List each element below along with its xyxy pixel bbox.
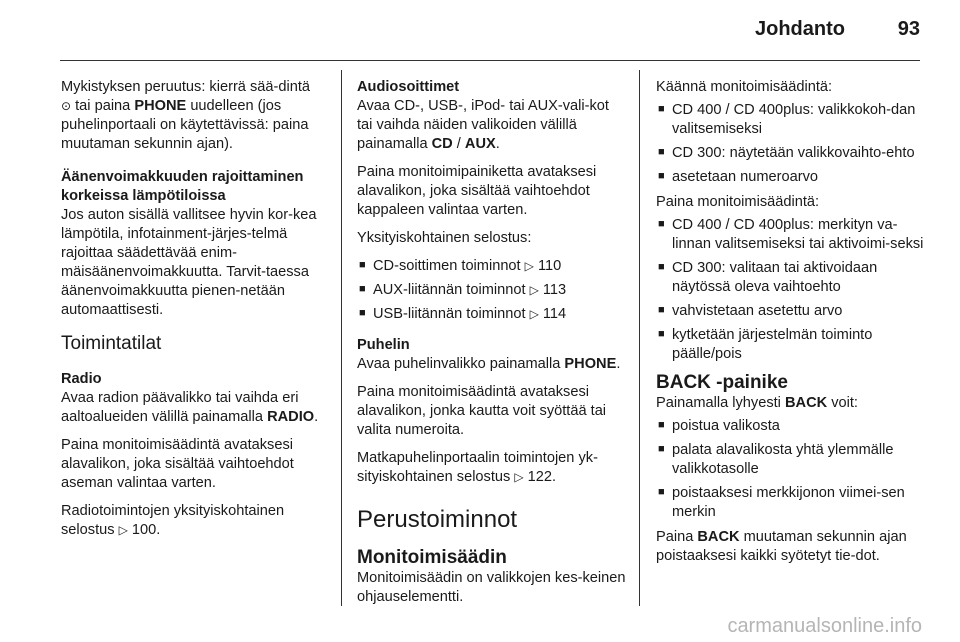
- page-reference-icon: ▷: [524, 259, 534, 273]
- radio-paragraph-3: Radiotoimintojen yksityiskohtainen selostus ▷ 100.: [61, 503, 285, 538]
- phone-paragraph-2: Paina monitoimisäädintä avataksesi alavalikon, jonka kautta voit syöttää tai valita numeroita.: [357, 384, 607, 438]
- volume-limit-paragraph: Jos auton sisällä vallitsee hyvin kor-kea lämpötila, infotainment-järjes-telmä rajoittaa säädettävää enim-mäisäänenvoimakkuutta. Tarvit-taessa äänenvoimakkuutta pienen-netään automaattisesti.: [61, 207, 317, 318]
- list-item: ■ USB-liitännän toiminnot ▷ 114: [357, 305, 627, 324]
- list-item: ■ vahvistetaan asetettu arvo: [656, 302, 926, 321]
- back-paragraph-1: Painamalla lyhyesti BACK voit:: [656, 395, 858, 411]
- column-1: [61, 78, 323, 549]
- audio-paragraph-2: Paina monitoimipainiketta avataksesi alavalikon, joka sisältää vaihtoehdot kappaleen valintaa varten.: [357, 164, 597, 218]
- cd-button-label: CD: [431, 136, 453, 152]
- phone-button-label: PHONE: [564, 356, 617, 372]
- phone-paragraph-1: Avaa puhelinvalikko painamalla PHONE.: [357, 356, 621, 372]
- list-item: ■ CD 300: näytetään valikkovaihto-ehto: [656, 144, 926, 163]
- list-item: ■ poistaaksesi merkkijonon viimei-sen merkin: [656, 484, 926, 522]
- list-item: ■ CD 300: valitaan tai aktivoidaan näytössä oleva vaihtoehto: [656, 259, 926, 297]
- page-reference-icon: ▷: [118, 523, 128, 537]
- heading-multifunction-knob: Monitoimisäädin: [357, 547, 507, 568]
- heading-back-button: BACK -painike: [656, 372, 788, 393]
- heading-phone: Puhelin: [357, 337, 410, 353]
- audio-paragraph-3: Yksityiskohtainen selostus:: [357, 230, 532, 246]
- page-number: 93: [897, 18, 920, 40]
- knob-icon: ⊙: [61, 99, 72, 113]
- list-item: ■ CD 400 / CD 400plus: valikkokoh-dan valitsemiseksi: [656, 101, 926, 139]
- page-header: [0, 0, 960, 60]
- chapter-title: Johdanto: [755, 18, 845, 40]
- list-item: ■ asetetaan numeroarvo: [656, 168, 926, 187]
- back-button-label: BACK: [784, 395, 828, 411]
- audio-reference-list: [357, 257, 627, 324]
- press-knob-list: [656, 216, 926, 364]
- heading-basic-functions: Perustoiminnot: [357, 506, 518, 533]
- turn-knob-paragraph: Käännä monitoimisäädintä:: [656, 79, 833, 95]
- header-divider: [60, 60, 920, 61]
- audio-paragraph-1: Avaa CD-, USB-, iPod- tai AUX-vali-kot tai vaihda näiden valikoiden välillä painamalla CD / AUX.: [357, 98, 609, 152]
- column-2: [357, 78, 627, 616]
- heading-volume-limit: Äänenvoimakkuuden rajoittaminen korkeissa lämpötiloissa: [61, 169, 304, 204]
- list-item: ■ kytketään järjestelmän toiminto päälle/pois: [656, 326, 926, 364]
- radio-paragraph-1: Avaa radion päävalikko tai vaihda eri aaltoalueiden välillä painamalla RADIO.: [61, 390, 319, 425]
- list-item: ■ CD-soittimen toiminnot ▷ 110: [357, 257, 627, 276]
- press-knob-paragraph: Paina monitoimisäädintä:: [656, 194, 820, 210]
- column-divider-1: [341, 70, 342, 606]
- mute-cancel-paragraph: Mykistyksen peruutus: kierrä sää-dintä ⊙ tai paina PHONE uudelleen (jos puhelinportaali on käytettävissä: paina muutaman sekunnin ajan).: [61, 79, 311, 152]
- heading-audio-players: Audiosoittimet: [357, 79, 460, 95]
- back-list: [656, 417, 926, 522]
- phone-button-label: PHONE: [134, 98, 187, 114]
- page-reference-icon: ▷: [529, 307, 539, 321]
- list-item: ■ CD 400 / CD 400plus: merkityn va-linnan valitsemiseksi tai aktivoimi-seksi: [656, 216, 926, 254]
- column-3: [656, 78, 926, 575]
- list-item: ■ AUX-liitännän toiminnot ▷ 113: [357, 281, 627, 300]
- page-reference-icon: ▷: [529, 283, 539, 297]
- watermark: carmanualsonline.info: [727, 615, 922, 637]
- list-item: ■ poistua valikosta: [656, 417, 926, 436]
- phone-paragraph-3: Matkapuhelinportaalin toimintojen yk-sityiskohtainen selostus ▷ 122.: [357, 450, 598, 485]
- back-button-label: BACK: [697, 529, 740, 545]
- list-item: ■ palata alavalikosta yhtä ylemmälle valikkotasolle: [656, 441, 926, 479]
- radio-button-label: RADIO: [267, 409, 315, 425]
- turn-knob-list: [656, 101, 926, 187]
- radio-paragraph-2: Paina monitoimisäädintä avataksesi alavalikon, joka sisältää vaihtoehdot aseman valintaa varten.: [61, 437, 294, 491]
- heading-operating-modes: Toimintatilat: [61, 333, 162, 354]
- heading-radio: Radio: [61, 371, 102, 387]
- page-reference-icon: ▷: [514, 470, 524, 484]
- aux-button-label: AUX: [464, 136, 496, 152]
- knob-paragraph: Monitoimisäädin on valikkojen kes-keinen ohjauselementti.: [357, 570, 626, 605]
- column-divider-2: [639, 70, 640, 606]
- back-paragraph-2: Paina BACK muutaman sekunnin ajan poistaaksesi kaikki syötetyt tie-dot.: [656, 529, 907, 564]
